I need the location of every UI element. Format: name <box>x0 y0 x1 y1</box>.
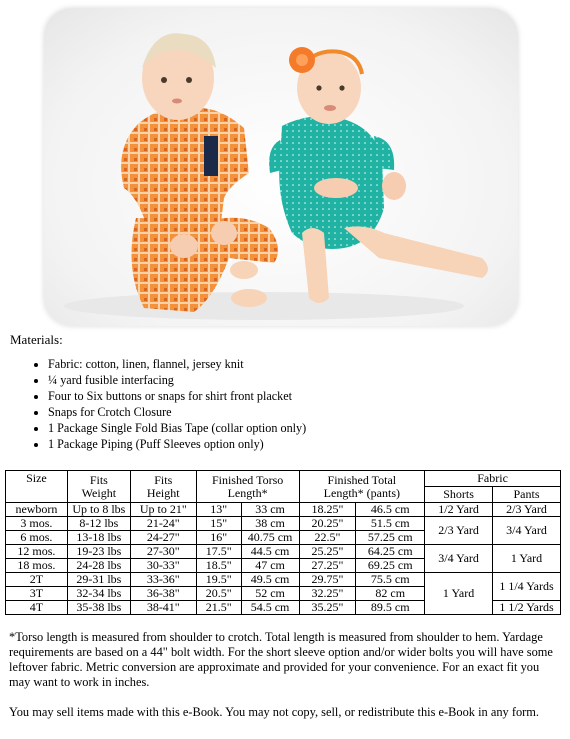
cell-weight: 29-31 lbs <box>67 573 130 587</box>
cell-total-cm: 57.25 cm <box>356 531 425 545</box>
header-torso: Finished Torso Length* <box>196 471 299 503</box>
cell-shorts: 1 Yard <box>425 573 493 615</box>
size-chart-table <box>5 470 561 615</box>
cell-weight: 19-23 lbs <box>67 545 130 559</box>
cell-size: 6 mos. <box>6 531 68 545</box>
materials-list <box>14 356 306 452</box>
cell-total-cm: 64.25 cm <box>356 545 425 559</box>
cell-size: 2T <box>6 573 68 587</box>
header-shorts: Shorts <box>425 487 493 503</box>
cell-torso-cm: 38 cm <box>241 517 299 531</box>
header-size: Size <box>6 471 68 503</box>
cell-total-cm: 82 cm <box>356 587 425 601</box>
cell-torso-cm: 33 cm <box>241 503 299 517</box>
header-fabric: Fabric <box>425 471 561 487</box>
cell-pants: 1 1/2 Yards <box>492 601 560 615</box>
cell-height: 30-33" <box>130 559 196 573</box>
cell-torso-in: 21.5" <box>196 601 241 615</box>
header-total: Finished Total Length* (pants) <box>299 471 425 503</box>
cell-torso-in: 17.5" <box>196 545 241 559</box>
cell-torso-cm: 54.5 cm <box>241 601 299 615</box>
materials-item: • Snaps for Crotch Closure <box>48 404 306 420</box>
cell-size: 12 mos. <box>6 545 68 559</box>
cell-height: 24-27" <box>130 531 196 545</box>
cell-total-in: 29.75" <box>299 573 356 587</box>
cell-total-cm: 51.5 cm <box>356 517 425 531</box>
cell-weight: Up to 8 lbs <box>67 503 130 517</box>
cell-torso-cm: 52 cm <box>241 587 299 601</box>
legal-text: You may sell items made with this e-Book. You may not copy, sell, or redistribute this e-Book in any form. <box>9 705 539 719</box>
cell-pants: 1 1/4 Yards <box>492 573 560 601</box>
materials-item: • 1 Package Single Fold Bias Tape (collar option only) <box>48 420 306 436</box>
cell-size: 4T <box>6 601 68 615</box>
materials-item: • Fabric: cotton, linen, flannel, jersey knit <box>48 356 306 372</box>
cell-torso-in: 16" <box>196 531 241 545</box>
cell-size: 3T <box>6 587 68 601</box>
cell-size: 3 mos. <box>6 517 68 531</box>
table-row <box>6 517 561 531</box>
cell-total-in: 25.25" <box>299 545 356 559</box>
cell-height: 36-38" <box>130 587 196 601</box>
product-photo <box>44 8 518 326</box>
cell-total-in: 18.25" <box>299 503 356 517</box>
cell-torso-in: 15" <box>196 517 241 531</box>
cell-pants: 1 Yard <box>492 545 560 573</box>
cell-total-cm: 46.5 cm <box>356 503 425 517</box>
cell-total-in: 22.5" <box>299 531 356 545</box>
cell-total-in: 35.25" <box>299 601 356 615</box>
cell-weight: 24-28 lbs <box>67 559 130 573</box>
cell-weight: 13-18 lbs <box>67 531 130 545</box>
cell-pants: 2/3 Yard <box>492 503 560 517</box>
cell-torso-cm: 40.75 cm <box>241 531 299 545</box>
header-pants: Pants <box>492 487 560 503</box>
cell-weight: 32-34 lbs <box>67 587 130 601</box>
cell-torso-in: 13" <box>196 503 241 517</box>
materials-heading: Materials: <box>10 332 63 347</box>
materials-item: • Four to Six buttons or snaps for shirt front placket <box>48 388 306 404</box>
cell-torso-cm: 49.5 cm <box>241 573 299 587</box>
footnote-text: *Torso length is measured from shoulder to crotch. Total length is measured from shoulder to hem. Yardage requirements are based on a 44" bolt width. For the short sleeve option and/or wider bolts you will have some leftover fabric. Metric conversion are approximate and provided for your convenience. For an exact fit you may want to work in inches. <box>9 630 553 689</box>
cell-torso-in: 18.5" <box>196 559 241 573</box>
materials-item: • 1 Package Piping (Puff Sleeves option only) <box>48 436 306 452</box>
notes-section <box>9 630 561 720</box>
cell-total-cm: 89.5 cm <box>356 601 425 615</box>
cell-weight: 35-38 lbs <box>67 601 130 615</box>
cell-shorts: 3/4 Yard <box>425 545 493 573</box>
cell-torso-cm: 44.5 cm <box>241 545 299 559</box>
cell-shorts: 2/3 Yard <box>425 517 493 545</box>
cell-height: 27-30" <box>130 545 196 559</box>
cell-pants: 3/4 Yard <box>492 517 560 545</box>
cell-height: Up to 21" <box>130 503 196 517</box>
cell-shorts: 1/2 Yard <box>425 503 493 517</box>
cell-total-cm: 75.5 cm <box>356 573 425 587</box>
cell-height: 33-36" <box>130 573 196 587</box>
table-row <box>6 545 561 559</box>
toddlers-illustration <box>44 8 518 326</box>
cell-total-in: 27.25" <box>299 559 356 573</box>
boy-shirt-placket <box>204 136 218 176</box>
cell-total-cm: 69.25 cm <box>356 559 425 573</box>
cell-weight: 8-12 lbs <box>67 517 130 531</box>
cell-torso-cm: 47 cm <box>241 559 299 573</box>
cell-size: 18 mos. <box>6 559 68 573</box>
cell-total-in: 20.25" <box>299 517 356 531</box>
table-row <box>6 503 561 517</box>
cell-height: 21-24" <box>130 517 196 531</box>
header-height: Fits Height <box>130 471 196 503</box>
cell-size: newborn <box>6 503 68 517</box>
materials-item: • ¼ yard fusible interfacing <box>48 372 306 388</box>
cell-torso-in: 20.5" <box>196 587 241 601</box>
header-weight: Fits Weight <box>67 471 130 503</box>
cell-height: 38-41" <box>130 601 196 615</box>
cell-torso-in: 19.5" <box>196 573 241 587</box>
table-row <box>6 573 561 587</box>
cell-total-in: 32.25" <box>299 587 356 601</box>
